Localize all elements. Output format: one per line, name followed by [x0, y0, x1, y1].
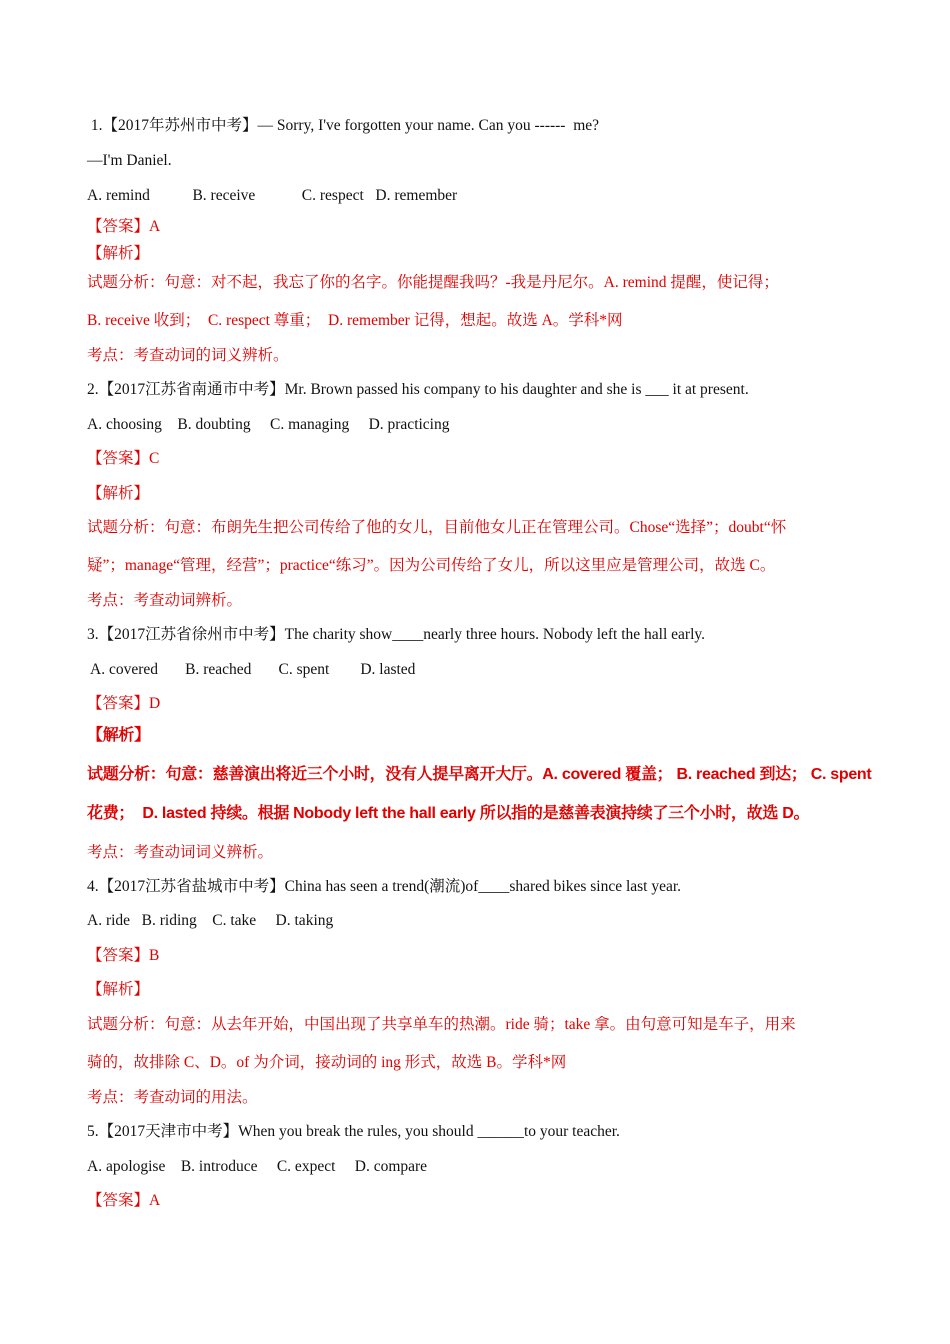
q4-stem: 4.【2017江苏省盐城市中考】China has seen a trend(潮流)of____shared bikes since last year.: [87, 878, 682, 895]
q5-answer: 【答案】A: [87, 1192, 161, 1209]
q1-analysis-line-2: B. receive 收到； C. respect 尊重； D. remember 记得，想起。故选 A。学科*网: [87, 312, 623, 329]
q2-answer: 【答案】C: [87, 450, 160, 467]
q2-stem: 2.【2017江苏省南通市中考】Mr. Brown passed his company to his daughter and she is ___ it at present.: [87, 381, 749, 398]
q4-analysis-label: 【解析】: [87, 981, 150, 998]
q4-point: 考点：考查动词的用法。: [87, 1089, 258, 1106]
q4-analysis-line-2: 骑的，故排除 C、D。of 为介词，接动词的 ing 形式，故选 B。学科*网: [87, 1054, 567, 1071]
q4-options: A. ride B. riding C. take D. taking: [87, 912, 334, 929]
q1-analysis-line-1: 试题分析：句意：对不起，我忘了你的名字。你能提醒我吗？-我是丹尼尔。A. remind 提醒，使记得；: [87, 274, 779, 291]
q5-stem: 5.【2017天津市中考】When you break the rules, you should ______to your teacher.: [87, 1123, 620, 1140]
q2-options: A. choosing B. doubting C. managing D. practicing: [87, 416, 450, 433]
q1-stem: 1.【2017年苏州市中考】— Sorry, I've forgotten your name. Can you ------ me?: [87, 117, 600, 134]
q3-stem: 3.【2017江苏省徐州市中考】The charity show____nearly three hours. Nobody left the hall early.: [87, 626, 706, 643]
q1-options: A. remind B. receive C. respect D. remember: [87, 187, 458, 204]
q2-analysis-line-1: 试题分析：句意：布朗先生把公司传给了他的女儿，目前他女儿正在管理公司。Chose“选择”；doubt“怀: [87, 519, 787, 536]
q2-analysis-label: 【解析】: [87, 485, 150, 502]
q4-analysis-line-1: 试题分析：句意：从去年开始，中国出现了共享单车的热潮。ride 骑；take 拿。由句意可知是车子，用来: [87, 1016, 796, 1033]
q4-answer: 【答案】B: [87, 947, 160, 964]
q2-analysis-line-2: 疑”；manage“管理，经营”；practice“练习”。因为公司传给了女儿，所以这里应是管理公司，故选 C。: [87, 557, 776, 574]
q3-analysis-line-1: 试题分析：句意：慈善演出将近三个小时，没有人提早离开大厅。A. covered 覆盖； B. reached 到达； C. spent: [87, 766, 872, 783]
q5-options: A. apologise B. introduce C. expect D. compare: [87, 1158, 428, 1175]
q3-options: A. covered B. reached C. spent D. lasted: [87, 661, 416, 678]
q3-point: 考点：考查动词词义辨析。: [87, 844, 274, 861]
q3-analysis-line-2: 花费； D. lasted 持续。根据 Nobody left the hall early 所以指的是慈善表演持续了三个小时，故选 D。: [87, 805, 810, 822]
q1-answer: 【答案】A: [87, 218, 161, 235]
q3-analysis-label: 【解析】: [87, 727, 150, 744]
q2-point: 考点：考查动词辨析。: [87, 592, 243, 609]
q1-stem-reply: —I'm Daniel.: [87, 152, 172, 169]
q3-answer: 【答案】D: [87, 695, 161, 712]
q1-point: 考点：考查动词的词义辨析。: [87, 347, 289, 364]
q1-analysis-label: 【解析】: [87, 245, 150, 262]
